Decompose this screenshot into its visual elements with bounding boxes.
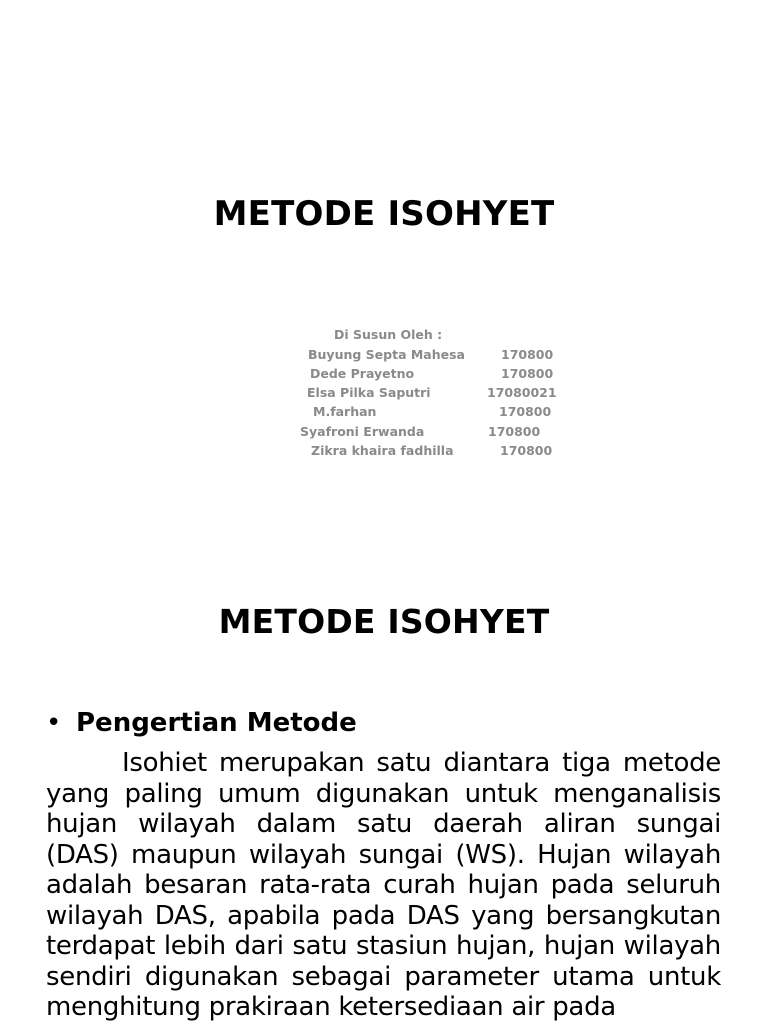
author-row bbox=[290, 424, 580, 443]
author-row bbox=[290, 347, 580, 366]
bullet-icon: • bbox=[46, 708, 62, 738]
author-row bbox=[290, 366, 580, 385]
author-id: 170800 bbox=[488, 424, 541, 439]
paragraph-text: Isohiet merupakan satu diantara tiga metode yang paling umum digunakan untuk menganalisis hujan wilayah dalam satu daerah aliran sungai (DAS) maupun wilayah sungai (WS). Hujan wilayah adalah besaran rata-rata curah hujan pada seluruh wilayah DAS, apabila pada DAS yang bersangkutan terdapat lebih dari satu stasiun hujan, hujan wilayah sendiri digunakan sebagai parameter utama untuk menghitung prakiraan ketersediaan air pada bbox=[46, 748, 721, 1022]
author-id: 170800 bbox=[501, 347, 554, 362]
bullet-heading: Pengertian Metode bbox=[76, 708, 357, 738]
author-name: M.farhan bbox=[313, 404, 377, 419]
slide1-title: METODE ISOHYET bbox=[213, 194, 555, 234]
author-id: 170800 bbox=[500, 443, 553, 458]
author-row bbox=[290, 443, 580, 462]
body-paragraph bbox=[46, 748, 721, 1023]
author-row bbox=[290, 404, 580, 423]
author-name: Elsa Pilka Saputri bbox=[307, 385, 431, 400]
author-id: 17080021 bbox=[487, 385, 557, 400]
author-name: Dede Prayetno bbox=[310, 366, 415, 381]
author-id: 170800 bbox=[501, 366, 554, 381]
author-name: Buyung Septa Mahesa bbox=[308, 347, 465, 362]
bullet-item bbox=[46, 708, 357, 738]
authors-heading: Di Susun Oleh : bbox=[334, 327, 443, 342]
author-name: Zikra khaira fadhilla bbox=[311, 443, 454, 458]
slide2-title: METODE ISOHYET bbox=[218, 602, 550, 641]
author-id: 170800 bbox=[499, 404, 552, 419]
author-row bbox=[290, 385, 580, 404]
author-name: Syafroni Erwanda bbox=[300, 424, 425, 439]
